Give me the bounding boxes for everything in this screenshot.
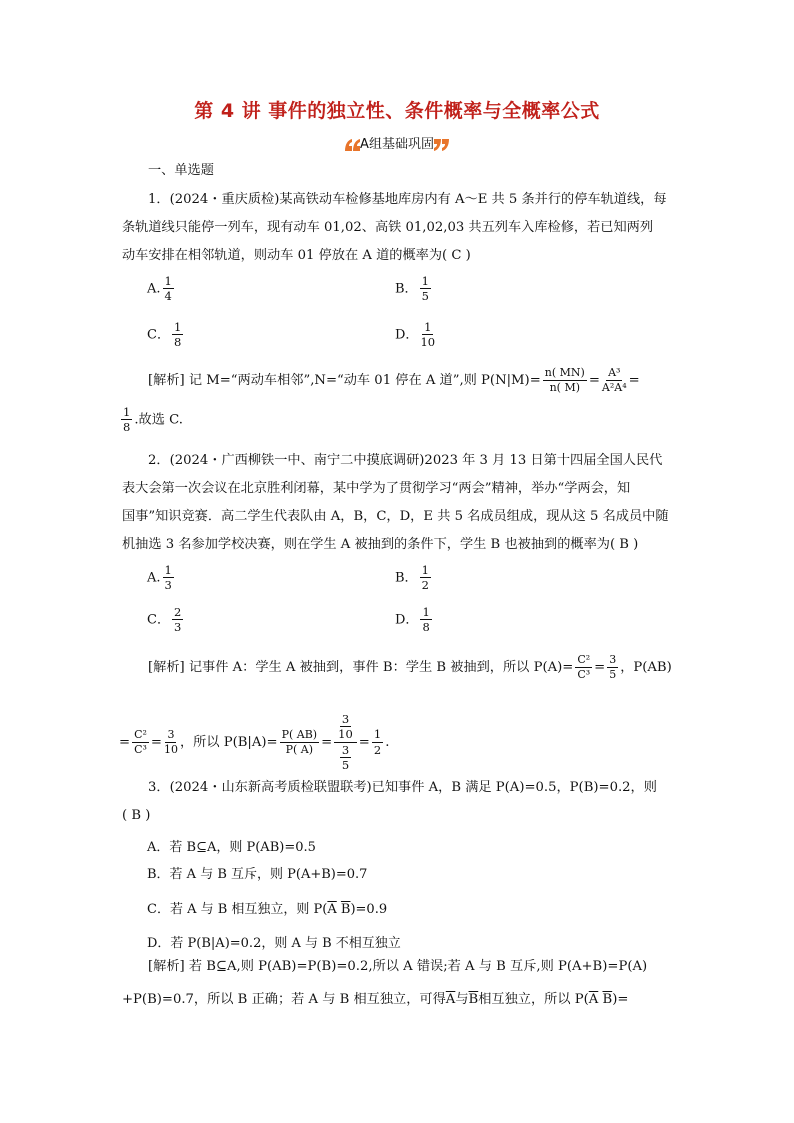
q2-option-a: A. $\frac{1}{3}$ — [147, 563, 172, 593]
section-label-text: A组基础巩固 — [360, 137, 434, 152]
q3-option-b: B．若 A 与 B 互斥，则 P(A+B)=0.7 — [147, 867, 368, 882]
section-heading: 一、单选题 — [148, 163, 214, 178]
q2-option-c: C． $\frac{2}{3}$ — [147, 605, 182, 635]
q1-option-c: C． $\frac{1}{8}$ — [147, 320, 182, 350]
q1-solution-end: $\frac{1}{8}$ .故选 C. — [123, 405, 183, 435]
page-title: 第 4 讲 事件的独立性、条件概率与全概率公式 — [194, 100, 600, 122]
q3-option-c: C．若 A 与 B 相互独立，则 $P(\overline{A}$ $\overline{B})=0.9$ — [147, 902, 388, 917]
q1-solution: [解析] 记 M=“两动车相邻”,N=“动车 01 停在 A 道”,则 P(N|M)= $\frac{n( MN)}{n( M)}$ = $\frac{\text{A³}}{\text{A²A⁴}}$ = — [148, 366, 640, 394]
q2-line4: 机抽选 3 名参加学校决赛，则在学生 A 被抽到的条件下，学生 B 也被抽到的概率为( B ) — [122, 537, 639, 552]
q1-option-b: B． $\frac{1}{5}$ — [395, 274, 429, 304]
section-label — [0, 133, 794, 152]
q2-option-b: B． $\frac{1}{2}$ — [395, 563, 429, 593]
q2-option-d: D． $\frac{1}{8}$ — [395, 605, 430, 635]
q2-line3: 国事”知识竞赛．高二学生代表队由 A，B，C，D，E 共 5 名成员组成，现从这 5 名成员中随 — [122, 509, 669, 524]
q1-line2: 条轨道线只能停一列车，现有动车 01,02、高铁 01,02,03 共五列车入库检修，若已知两列 — [122, 220, 654, 235]
q1-line1: 1．(2024・重庆质检)某高铁动车检修基地库房内有 A～E 共 5 条并行的停车轨道线，每 — [148, 192, 667, 207]
q3-line2: ( B ) — [122, 808, 151, 823]
q1-option-a: A. $\frac{1}{4}$ — [147, 274, 172, 304]
open-quote-icon — [344, 138, 360, 152]
q3-solution-line1: [解析] 若 B⊆A,则 P(AB)=P(B)=0.2,所以 A 错误;若 A 与 B 互斥,则 P(A+B)=P(A) — [148, 959, 648, 974]
q3-line1: 3．(2024・山东新高考质检联盟联考)已知事件 A，B 满足 P(A)=0.5，P(B)=0.2，则 — [148, 780, 657, 795]
q3-option-d: D．若 P(B|A)=0.2，则 A 与 B 不相互独立 — [147, 936, 401, 951]
q3-option-a: A．若 B⊆A，则 P(AB)=0.5 — [147, 840, 316, 855]
q2-line1: 2．(2024・广西柳铁一中、南宁二中摸底调研)2023 年 3 月 13 日第十四届全国人民代 — [148, 453, 663, 468]
q2-solution-line2: = $\frac{\text{C²}}{\text{C³}}$ = $\frac{3}{10}$ ，所以 P(B|A)= $\frac{P( AB)}{P( A)}$ = $\frac{\frac{3}{10}}{\frac{3}{5}}$ = $\frac{1}{2}$ . — [119, 712, 390, 773]
q2-solution: [解析] 记事件 A：学生 A 被抽到，事件 B：学生 B 被抽到，所以 P(A)= $\frac{\text{C²}}{\text{C³}}$ = $\frac{3}{5}$ ，P(AB) — [148, 653, 672, 681]
q1-option-d: D． $\frac{1}{10}$ — [395, 320, 436, 350]
close-quote-icon — [434, 138, 450, 152]
q2-line2: 表大会第一次会议在北京胜利闭幕，某中学为了贯彻学习“两会”精神，举办“学两会，知 — [122, 481, 631, 496]
q1-line3: 动车安排在相邻轨道，则动车 01 停放在 A 道的概率为( C ) — [122, 248, 471, 263]
q3-solution-line2: +P(B)=0.7，所以 B 正确；若 A 与 B 相互独立，可得$\overline{A}$与$\overline{B}$相互独立，所以 $P(\overline{A}$ $\overline{B})=$ — [122, 992, 629, 1007]
